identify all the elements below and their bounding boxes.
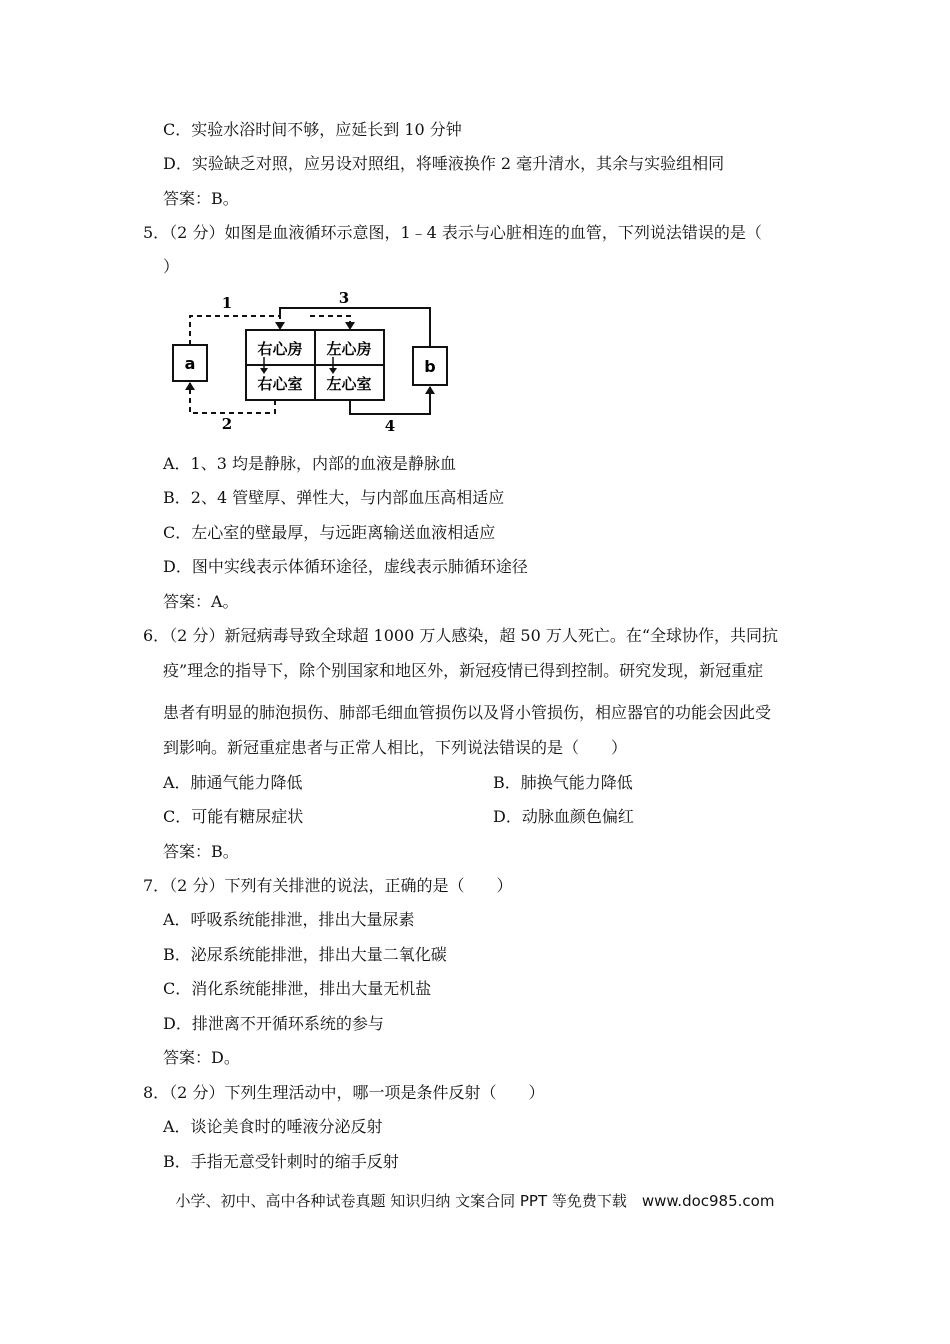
q5-option-a: A．1、3 均是静脉，内部的血液是静脉血	[163, 454, 457, 473]
q8-option-b: B．手指无意受针刺时的缩手反射	[163, 1152, 399, 1171]
label-1: 1	[221, 294, 233, 312]
q4-option-d: D．实验缺乏对照，应另设对照组，将唾液换作 2 毫升清水，其余与实验组相同	[163, 154, 725, 173]
q7-option-d: D．排泄离不开循环系统的参与	[163, 1014, 384, 1033]
q7-option-c: C．消化系统能排泄，排出大量无机盐	[163, 979, 432, 998]
q7-option-a: A．呼吸系统能排泄，排出大量尿素	[163, 910, 415, 929]
q4-option-c: C．实验水浴时间不够，应延长到 10 分钟	[163, 120, 462, 139]
blood-circulation-diagram	[170, 288, 450, 438]
q7-answer: 答案：D。	[163, 1048, 240, 1067]
label-3: 3	[338, 289, 350, 307]
q8-option-a: A．谈论美食时的唾液分泌反射	[163, 1117, 383, 1136]
q4-answer: 答案：B。	[163, 189, 239, 208]
right-ventricle: 右心室	[257, 375, 303, 393]
q5-option-b: B．2、4 管壁厚、弹性大，与内部血压高相适应	[163, 488, 505, 507]
q6-option-b: B．肺换气能力降低	[493, 773, 633, 792]
q5-answer: 答案：A。	[163, 592, 239, 611]
q6-stem-line4: 到影响。新冠重症患者与正常人相比，下列说法错误的是（ ）	[163, 738, 628, 757]
q7-stem: 7．（2 分）下列有关排泄的说法，正确的是（ ）	[143, 876, 513, 895]
q6-stem-line3: 患者有明显的肺泡损伤、肺部毛细血管损伤以及肾小管损伤，相应器官的功能会因此受	[163, 703, 772, 722]
q6-option-c: C．可能有糖尿症状	[163, 807, 304, 826]
q5-stem-cont: ）	[163, 257, 180, 276]
q7-option-b: B．泌尿系统能排泄，排出大量二氧化碳	[163, 945, 447, 964]
q6-stem-line2: 疫”理念的指导下，除个别国家和地区外，新冠疫情已得到控制。研究发现，新冠重症	[163, 661, 764, 680]
label-a: a	[184, 354, 196, 373]
q5-option-c: C．左心室的壁最厚，与远距离输送血液相适应	[163, 523, 496, 542]
q6-answer: 答案：B。	[163, 842, 239, 861]
left-ventricle: 左心室	[326, 375, 372, 393]
label-2: 2	[221, 415, 233, 433]
left-atrium: 左心房	[326, 340, 372, 358]
q6-option-a: A．肺通气能力降低	[163, 773, 303, 792]
page-footer: 小学、初中、高中各种试卷真题 知识归纳 文案合同 PPT 等免费下载 www.doc985.com	[175, 1192, 775, 1210]
right-atrium: 右心房	[257, 340, 303, 358]
label-4: 4	[384, 417, 396, 435]
q5-option-d: D．图中实线表示体循环途径，虚线表示肺循环途径	[163, 557, 528, 576]
q8-stem: 8．（2 分）下列生理活动中，哪一项是条件反射（ ）	[143, 1083, 545, 1102]
q5-stem: 5．（2 分）如图是血液循环示意图，1﹣4 表示与心脏相连的血管，下列说法错误的是（	[143, 223, 762, 242]
q6-stem-line1: 6．（2 分）新冠病毒导致全球超 1000 万人感染，超 50 万人死亡。在“全球协作，共同抗	[143, 626, 779, 645]
label-b: b	[424, 357, 436, 376]
q6-option-d: D．动脉血颜色偏红	[493, 807, 634, 826]
